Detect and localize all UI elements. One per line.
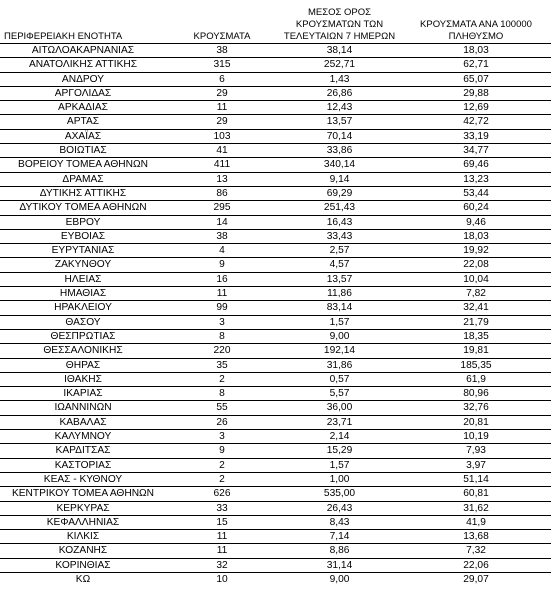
table-row: [0, 329, 551, 343]
cell-region: ΗΡΑΚΛΕΙΟΥ: [0, 301, 166, 315]
header-avg-line3: ΤΕΛΕΥΤΑΙΩΝ 7 ΗΜΕΡΩΝ: [283, 31, 396, 42]
header-region-text: ΠΕΡΙΦΕΡΕΙΑΚΗ ΕΝΟΤΗΤΑ: [4, 31, 123, 42]
cell-region: ΗΛΕΙΑΣ: [0, 272, 166, 286]
cell-avg: 535,00: [278, 487, 401, 501]
table-row: [0, 115, 551, 129]
cell-avg: 69,29: [278, 186, 401, 200]
cell-per100k: 185,35: [401, 358, 551, 372]
cell-cases: 14: [166, 215, 278, 229]
cell-region: ΘΗΡΑΣ: [0, 358, 166, 372]
table-row: [0, 515, 551, 529]
table-row: [0, 229, 551, 243]
cell-cases: 2: [166, 458, 278, 472]
cell-region: ΔΥΤΙΚΗΣ ΑΤΤΙΚΗΣ: [0, 186, 166, 200]
header-avg: [278, 0, 401, 44]
cell-per100k: 12,69: [401, 101, 551, 115]
cell-per100k: 20,81: [401, 415, 551, 429]
table-row: [0, 415, 551, 429]
cell-cases: 2: [166, 472, 278, 486]
table-row: [0, 572, 551, 586]
table-row: [0, 186, 551, 200]
header-region: [0, 0, 166, 44]
cell-cases: 220: [166, 344, 278, 358]
table-row: [0, 372, 551, 386]
cell-cases: 103: [166, 129, 278, 143]
cell-per100k: 29,07: [463, 573, 489, 585]
header-per100k-line2: ΠΛΗΘΥΣΜΟ: [448, 31, 504, 42]
cell-region: ΗΜΑΘΙΑΣ: [0, 287, 166, 301]
cell-cases: 3: [166, 430, 278, 444]
cell-per100k: 51,14: [401, 472, 551, 486]
cell-region: ΑΝΑΤΟΛΙΚΗΣ ΑΤΤΙΚΗΣ: [0, 58, 166, 72]
cell-avg: 33,86: [278, 144, 401, 158]
cell-cases: 38: [166, 229, 278, 243]
cell-region: ΑΧΑΪΑΣ: [0, 129, 166, 143]
cell-avg: 33,43: [278, 229, 401, 243]
cell-per100k: 13,23: [401, 172, 551, 186]
table-row: [0, 172, 551, 186]
cell-cases: 295: [166, 201, 278, 215]
cell-per100k: 31,62: [401, 501, 551, 515]
cell-cases: 411: [166, 158, 278, 172]
cell-avg: 16,43: [278, 215, 401, 229]
cell-per100k: 29,88: [401, 86, 551, 100]
table-body: [0, 44, 551, 587]
cell-avg: 1,57: [278, 315, 401, 329]
cell-avg: 31,86: [278, 358, 401, 372]
cell-cases: 10: [216, 573, 228, 585]
cell-per100k: 18,03: [401, 229, 551, 243]
cell-per100k: 19,92: [401, 244, 551, 258]
cell-cases: 11: [166, 287, 278, 301]
cell-region: ΙΩΑΝΝΙΝΩΝ: [0, 401, 166, 415]
cell-region: ΚΕΝΤΡΙΚΟΥ ΤΟΜΕΑ ΑΘΗΝΩΝ: [0, 487, 166, 501]
table-row: [0, 101, 551, 115]
cell-per100k: 22,08: [401, 258, 551, 272]
cell-avg: 13,57: [278, 272, 401, 286]
table-row: [0, 129, 551, 143]
cell-region: ΘΕΣΠΡΩΤΙΑΣ: [0, 329, 166, 343]
header-cases-text: ΚΡΟΥΣΜΑΤΑ: [193, 31, 251, 42]
table-row: [0, 401, 551, 415]
cell-cases: 32: [166, 558, 278, 572]
table-row: [0, 272, 551, 286]
table-row: [0, 387, 551, 401]
cell-avg: 5,57: [278, 387, 401, 401]
cell-region: ΕΥΒΟΙΑΣ: [0, 229, 166, 243]
cell-avg: 8,86: [278, 544, 401, 558]
cell-region: ΘΕΣΣΑΛΟΝΙΚΗΣ: [0, 344, 166, 358]
cell-avg: 9,00: [329, 573, 350, 585]
cell-avg: 0,57: [278, 372, 401, 386]
table-row: [0, 287, 551, 301]
cell-region: ΚΟΡΙΝΘΙΑΣ: [0, 558, 166, 572]
cell-region: ΔΡΑΜΑΣ: [0, 172, 166, 186]
cell-avg: 192,14: [278, 344, 401, 358]
cell-region: ΚΕΑΣ - ΚΥΘΝΟΥ: [0, 472, 166, 486]
cell-region: ΚΟΖΑΝΗΣ: [0, 544, 166, 558]
cell-per100k: 60,24: [401, 201, 551, 215]
cell-avg: 4,57: [278, 258, 401, 272]
cell-per100k: 21,79: [401, 315, 551, 329]
cell-avg: 26,86: [278, 86, 401, 100]
cell-avg: 26,43: [278, 501, 401, 515]
cell-region: ΚΑΛΥΜΝΟΥ: [0, 430, 166, 444]
cell-region: ΚΑΒΑΛΑΣ: [0, 415, 166, 429]
cell-cases: 4: [166, 244, 278, 258]
cell-avg: 1,00: [278, 472, 401, 486]
cell-cases: 315: [166, 58, 278, 72]
cell-avg: 70,14: [278, 129, 401, 143]
cell-avg: 7,14: [278, 530, 401, 544]
cell-per100k: 7,32: [401, 544, 551, 558]
cell-avg: 252,71: [278, 58, 401, 72]
cell-region: ΕΥΡΥΤΑΝΙΑΣ: [0, 244, 166, 258]
cell-avg: 13,57: [278, 115, 401, 129]
table-row: [0, 44, 551, 58]
table-row: [0, 244, 551, 258]
cell-region: ΑΙΤΩΛΟΑΚΑΡΝΑΝΙΑΣ: [0, 44, 166, 58]
cell-cases: 2: [166, 372, 278, 386]
cell-avg: 38,14: [278, 44, 401, 58]
cell-avg: 251,43: [278, 201, 401, 215]
cell-region: ΙΘΑΚΗΣ: [0, 372, 166, 386]
cell-cases: 26: [166, 415, 278, 429]
cell-avg: 9,14: [278, 172, 401, 186]
table-row: [0, 558, 551, 572]
cell-cases: 8: [166, 387, 278, 401]
cell-per100k: 34,77: [401, 144, 551, 158]
table-row: [0, 358, 551, 372]
table-row: [0, 72, 551, 86]
cell-avg: 1,57: [278, 458, 401, 472]
cell-cases: 11: [166, 530, 278, 544]
cell-per100k: 22,06: [401, 558, 551, 572]
cell-region: ΙΚΑΡΙΑΣ: [0, 387, 166, 401]
table-row: [0, 315, 551, 329]
cell-per100k: 9,46: [401, 215, 551, 229]
cell-avg: 31,14: [278, 558, 401, 572]
cell-avg: 11,86: [278, 287, 401, 301]
cell-cases: 8: [166, 329, 278, 343]
cell-per100k: 41,9: [401, 515, 551, 529]
cell-cases: 626: [166, 487, 278, 501]
cell-region: ΑΡΚΑΔΙΑΣ: [0, 101, 166, 115]
cell-per100k: 69,46: [401, 158, 551, 172]
cell-avg: 2,57: [278, 244, 401, 258]
cell-cases: 55: [166, 401, 278, 415]
table-row: [0, 201, 551, 215]
table-row: [0, 158, 551, 172]
cell-region: ΚΕΦΑΛΛΗΝΙΑΣ: [0, 515, 166, 529]
cell-region: ΕΒΡΟΥ: [0, 215, 166, 229]
cell-region: ΒΟΙΩΤΙΑΣ: [0, 144, 166, 158]
cell-avg: 8,43: [278, 515, 401, 529]
cell-cases: 9: [166, 444, 278, 458]
cell-cases: 13: [166, 172, 278, 186]
table-row: [0, 444, 551, 458]
cell-per100k: 7,93: [401, 444, 551, 458]
table-row: [0, 58, 551, 72]
cell-region: ΚΕΡΚΥΡΑΣ: [0, 501, 166, 515]
cell-cases: 11: [166, 544, 278, 558]
cell-cases: 41: [166, 144, 278, 158]
cell-avg: 2,14: [278, 430, 401, 444]
cell-avg: 9,00: [278, 329, 401, 343]
table-row: [0, 258, 551, 272]
cell-region: ΒΟΡΕΙΟΥ ΤΟΜΕΑ ΑΘΗΝΩΝ: [0, 158, 166, 172]
cell-per100k: 3,97: [401, 458, 551, 472]
header-avg-line1: ΜΕΣΟΣ ΟΡΟΣ: [307, 7, 371, 18]
header-row: [0, 0, 551, 44]
cell-per100k: 32,41: [401, 301, 551, 315]
cell-cases: 29: [166, 86, 278, 100]
cell-region: ΚΑΣΤΟΡΙΑΣ: [0, 458, 166, 472]
cell-cases: 6: [166, 72, 278, 86]
cell-region: ΖΑΚΥΝΘΟΥ: [0, 258, 166, 272]
table-row: [0, 301, 551, 315]
cell-region: ΑΡΤΑΣ: [0, 115, 166, 129]
table-row: [0, 530, 551, 544]
cell-per100k: 62,71: [401, 58, 551, 72]
cell-per100k: 65,07: [401, 72, 551, 86]
table-row: [0, 544, 551, 558]
cell-per100k: 10,19: [401, 430, 551, 444]
cell-region: ΘΑΣΟΥ: [0, 315, 166, 329]
header-cases: [166, 0, 278, 44]
cell-avg: 340,14: [278, 158, 401, 172]
cell-per100k: 60,81: [401, 487, 551, 501]
cell-region: ΔΥΤΙΚΟΥ ΤΟΜΕΑ ΑΘΗΝΩΝ: [0, 201, 166, 215]
cell-cases: 11: [166, 101, 278, 115]
cell-per100k: 32,76: [401, 401, 551, 415]
cell-cases: 33: [166, 501, 278, 515]
cell-region: ΚΩ: [75, 573, 91, 585]
cell-cases: 35: [166, 358, 278, 372]
table-row: [0, 86, 551, 100]
table-row: [0, 472, 551, 486]
cell-per100k: 7,82: [401, 287, 551, 301]
cell-avg: 1,43: [278, 72, 401, 86]
cell-avg: 12,43: [278, 101, 401, 115]
cell-cases: 99: [166, 301, 278, 315]
table-row: [0, 501, 551, 515]
cell-per100k: 10,04: [401, 272, 551, 286]
cell-per100k: 80,96: [401, 387, 551, 401]
cell-cases: 29: [166, 115, 278, 129]
cell-cases: 16: [166, 272, 278, 286]
cell-per100k: 53,44: [401, 186, 551, 200]
cell-region: ΚΑΡΔΙΤΣΑΣ: [0, 444, 166, 458]
cell-cases: 86: [166, 186, 278, 200]
table-row: [0, 487, 551, 501]
cell-cases: 9: [166, 258, 278, 272]
cell-avg: 83,14: [278, 301, 401, 315]
cell-per100k: 33,19: [401, 129, 551, 143]
cell-per100k: 61,9: [401, 372, 551, 386]
cell-region: ΑΝΔΡΟΥ: [0, 72, 166, 86]
cell-avg: 15,29: [278, 444, 401, 458]
cell-cases: 15: [166, 515, 278, 529]
table-row: [0, 344, 551, 358]
cell-cases: 38: [166, 44, 278, 58]
header-per100k: [401, 0, 551, 44]
cell-per100k: 18,03: [401, 44, 551, 58]
cell-region: ΚΙΛΚΙΣ: [0, 530, 166, 544]
header-avg-line2: ΚΡΟΥΣΜΑΤΩΝ ΤΩΝ: [295, 19, 384, 30]
table-row: [0, 215, 551, 229]
table-row: [0, 144, 551, 158]
cell-per100k: 42,72: [401, 115, 551, 129]
table-row: [0, 458, 551, 472]
cell-per100k: 19,81: [401, 344, 551, 358]
table-row: [0, 430, 551, 444]
cell-per100k: 18,35: [401, 329, 551, 343]
cell-avg: 36,00: [278, 401, 401, 415]
cell-avg: 23,71: [278, 415, 401, 429]
cell-per100k: 13,68: [401, 530, 551, 544]
cell-cases: 3: [166, 315, 278, 329]
cell-region: ΑΡΓΟΛΙΔΑΣ: [0, 86, 166, 100]
header-per100k-line1: ΚΡΟΥΣΜΑΤΑ ΑΝΑ 100000: [420, 19, 532, 30]
